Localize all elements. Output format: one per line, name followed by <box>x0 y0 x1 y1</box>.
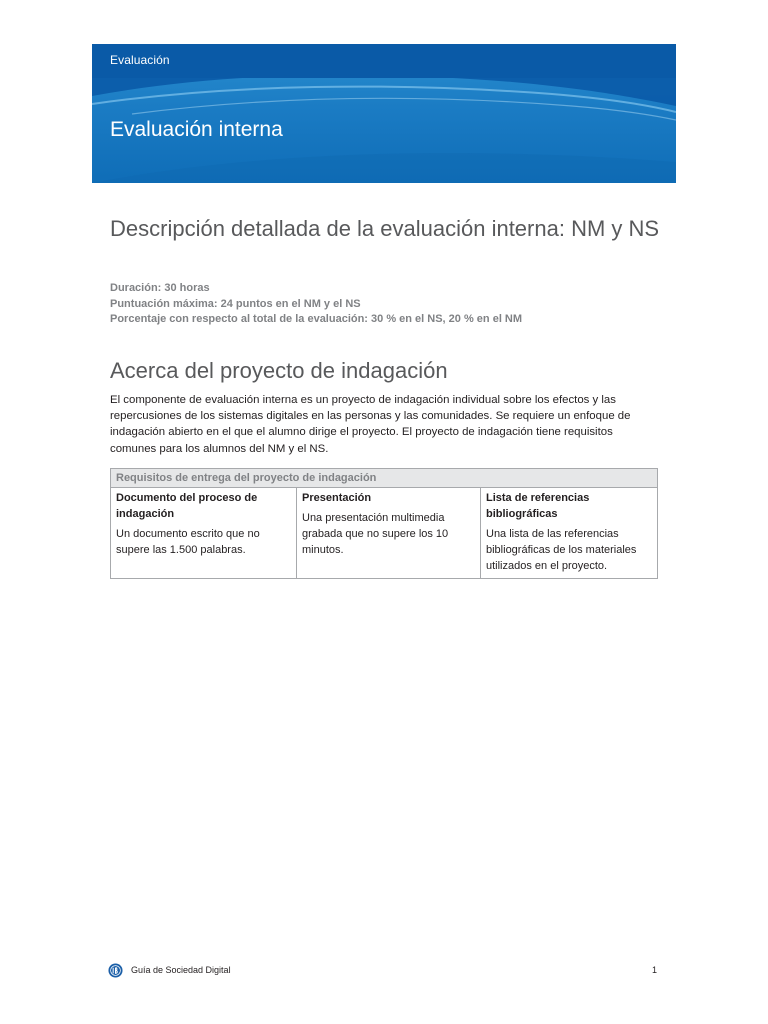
section-label: Evaluación <box>110 53 170 67</box>
section-subheading: Acerca del proyecto de indagación <box>110 358 448 383</box>
table-caption: Requisitos de entrega del proyecto de indagación <box>111 469 658 488</box>
requirements-table <box>110 468 658 579</box>
cell-body: Una presentación multimedia grabada que no supere los 10 minutos. <box>302 512 449 556</box>
page-footer <box>108 962 660 980</box>
cell-body: Un documento escrito que no supere las 1.500 palabras. <box>116 528 260 556</box>
assessment-meta <box>110 281 522 328</box>
table-cell-presentation <box>297 488 481 579</box>
meta-max-score: Puntuación máxima: 24 puntos en el NM y el NS <box>110 297 361 310</box>
table-row <box>111 488 658 579</box>
footer-guide-title: Guía de Sociedad Digital <box>131 965 231 975</box>
page-number: 1 <box>651 965 657 975</box>
banner-title: Evaluación interna <box>110 118 283 141</box>
meta-percentage: Porcentaje con respecto al total de la evaluación: 30 % en el NS, 20 % en el NM <box>110 313 523 325</box>
header-banner <box>92 44 676 183</box>
table-cell-document <box>111 488 297 579</box>
page-heading: Descripción detallada de la evaluación interna: NM y NS <box>110 216 660 241</box>
cell-body: Una lista de las referencias bibliográficas de los materiales utilizados en el proyecto. <box>486 528 637 572</box>
ib-logo-icon <box>108 963 123 978</box>
table-cell-references <box>481 488 658 579</box>
banner-swoosh-decoration <box>92 44 676 183</box>
cell-title: Presentación <box>302 492 372 504</box>
intro-paragraph: El componente de evaluación interna es un proyecto de indagación individual sobre los efectos y las repercusiones de los sistemas digitales en las personas y las comunidades. Se requiere un enfoque de indagación abierto en el que el alumno dirige el proyecto. El proyecto de indagación tiene requisitos comunes para los alumnos del NM y el NS. <box>110 394 631 455</box>
meta-duration: Duración: 30 horas <box>110 282 210 294</box>
cell-title: Documento del proceso de indagación <box>116 492 258 520</box>
cell-title: Lista de referencias bibliográficas <box>486 492 590 520</box>
